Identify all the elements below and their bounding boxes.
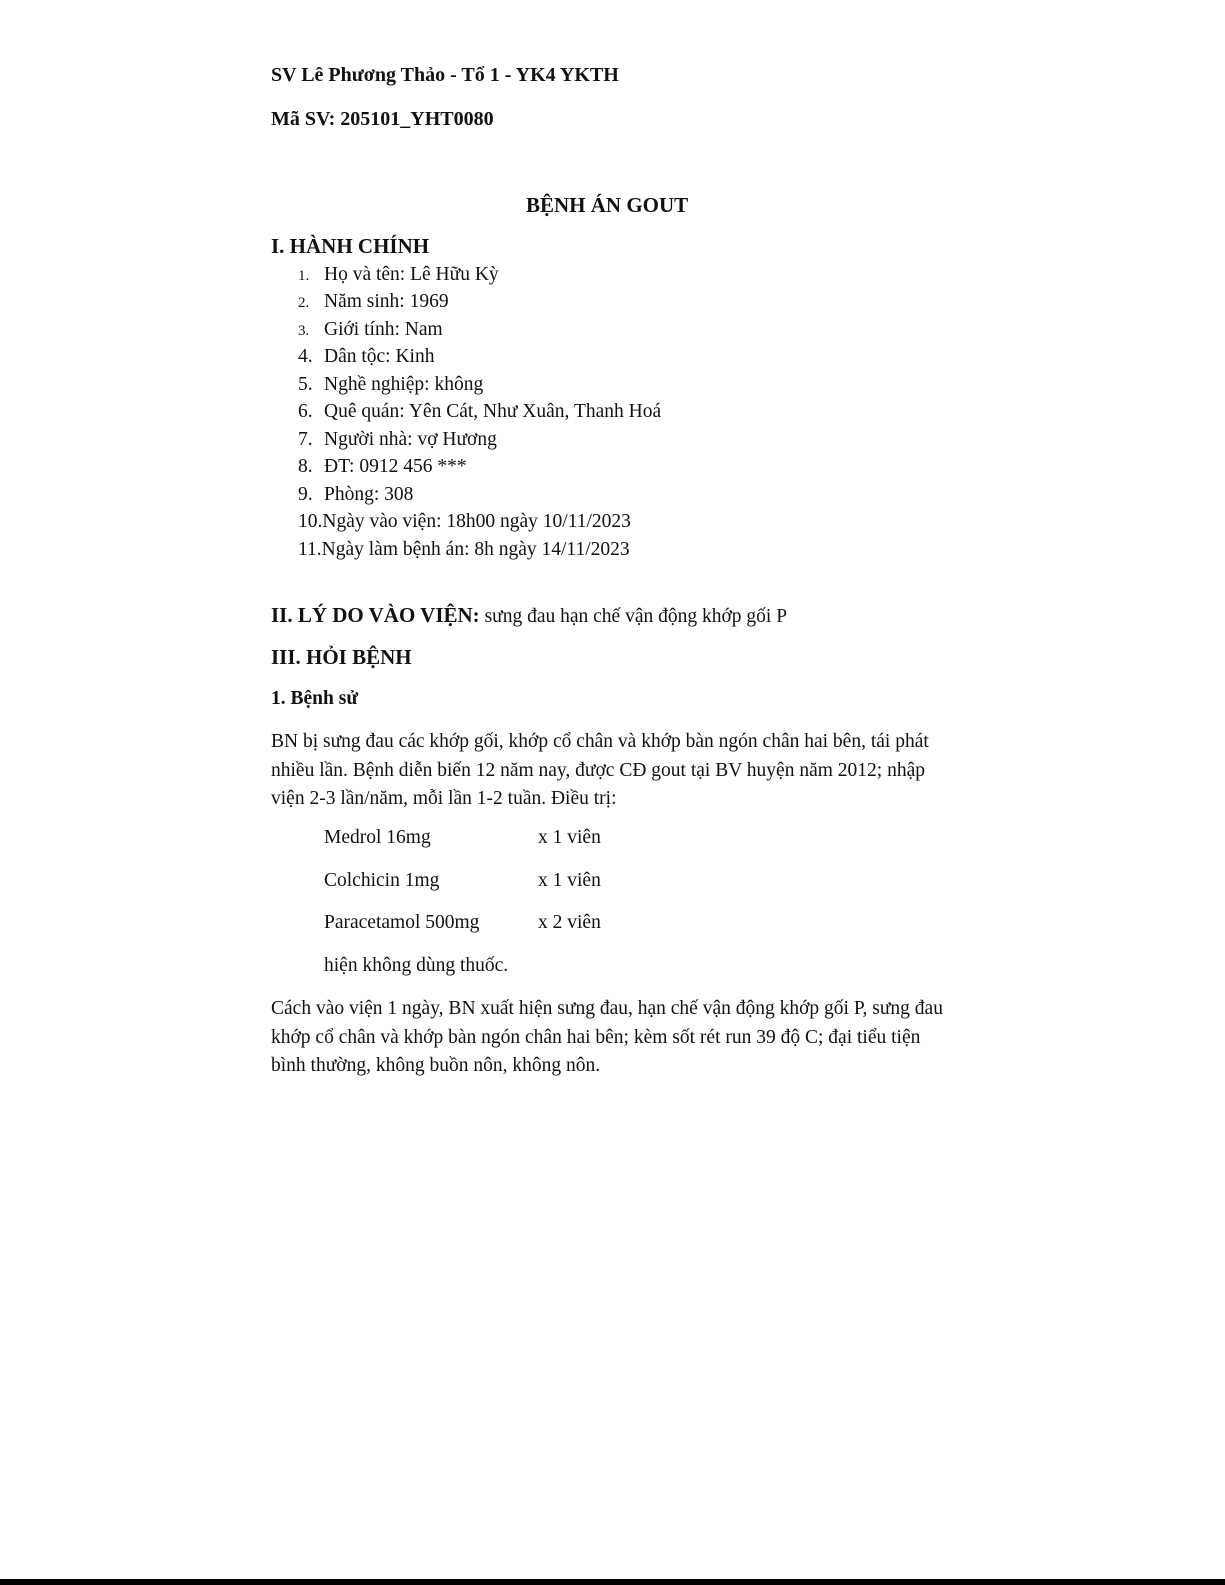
list-item (298, 374, 483, 396)
list-item (298, 264, 499, 286)
section-administrative-heading: I. HÀNH CHÍNH (271, 234, 430, 258)
student-info-line: SV Lê Phương Thảo - Tổ 1 - YK4 YKTH (271, 64, 619, 86)
list-item-number: 1. (298, 268, 310, 284)
list-item-number: 4. (298, 346, 313, 367)
section-reason-heading: II. LÝ DO VÀO VIỆN: (271, 603, 480, 627)
list-item (298, 319, 443, 341)
list-item-text: Ngày vào viện: 18h00 ngày 10/11/2023 (322, 511, 631, 532)
section-history-heading: III. HỎI BỆNH (271, 645, 412, 669)
list-item (298, 401, 661, 423)
medication-quantity: x 2 viên (538, 912, 601, 933)
list-item-text: Nghề nghiệp: không (324, 374, 484, 395)
list-item (298, 456, 467, 478)
list-item-text: Giới tính: Nam (324, 319, 443, 340)
list-item-number: 7. (298, 429, 313, 450)
list-item-number: 10. (298, 511, 323, 532)
list-item-number: 11. (298, 539, 322, 560)
list-item-number: 6. (298, 401, 313, 422)
list-item (298, 484, 413, 506)
document-title: BỆNH ÁN GOUT (526, 193, 689, 217)
onset-paragraph: Cách vào viện 1 ngày, BN xuất hiện sưng đau, hạn chế vận động khớp gối P, sưng đau khớp cổ chân và khớp bàn ngón chân hai bên; kèm sốt rét run 39 độ C; đại tiểu tiện bình thường, không buồn nôn, không nôn. (271, 998, 943, 1077)
list-item-text: ĐT: 0912 456 *** (324, 456, 467, 477)
medication-name: Medrol 16mg (324, 827, 431, 848)
list-item-text: Họ và tên: Lê Hữu Kỳ (324, 264, 499, 285)
bottom-border (0, 1579, 1225, 1585)
list-item (298, 291, 449, 313)
list-item (298, 539, 630, 561)
list-item-text: Quê quán: Yên Cát, Như Xuân, Thanh Hoá (324, 401, 662, 422)
disease-history-paragraph: BN bị sưng đau các khớp gối, khớp cổ chân và khớp bàn ngón chân hai bên, tái phát nhiều lần. Bệnh diễn biến 12 năm nay, được CĐ gout tại BV huyện năm 2012; nhập viện 2-3 lần/năm, mỗi lần 1-2 tuần. Điều trị: (271, 731, 929, 810)
list-item (298, 429, 497, 451)
student-id-line: Mã SV: 205101_YHT0080 (271, 108, 494, 130)
list-item-text: Năm sinh: 1969 (324, 291, 449, 312)
list-item-text: Dân tộc: Kinh (324, 346, 435, 367)
list-item-number: 8. (298, 456, 313, 477)
list-item-text: Ngày làm bệnh án: 8h ngày 14/11/2023 (321, 539, 630, 560)
reason-for-admission (271, 603, 787, 628)
list-item-text: Phòng: 308 (324, 484, 414, 505)
list-item-number: 5. (298, 374, 313, 395)
list-item (298, 346, 434, 368)
medication-name: Colchicin 1mg (324, 870, 440, 891)
list-item-number: 9. (298, 484, 313, 505)
list-item-text: Người nhà: vợ Hương (324, 429, 497, 450)
medication-note: hiện không dùng thuốc. (324, 955, 509, 976)
medication-quantity: x 1 viên (538, 870, 601, 891)
list-item-number: 2. (298, 295, 310, 311)
medication-name: Paracetamol 500mg (324, 912, 480, 933)
section-reason-text: sưng đau hạn chế vận động khớp gối P (479, 606, 788, 627)
subsection-disease-history-heading: 1. Bệnh sử (271, 688, 359, 709)
list-item (298, 511, 631, 533)
list-item-number: 3. (298, 323, 310, 339)
medication-quantity: x 1 viên (538, 827, 601, 848)
